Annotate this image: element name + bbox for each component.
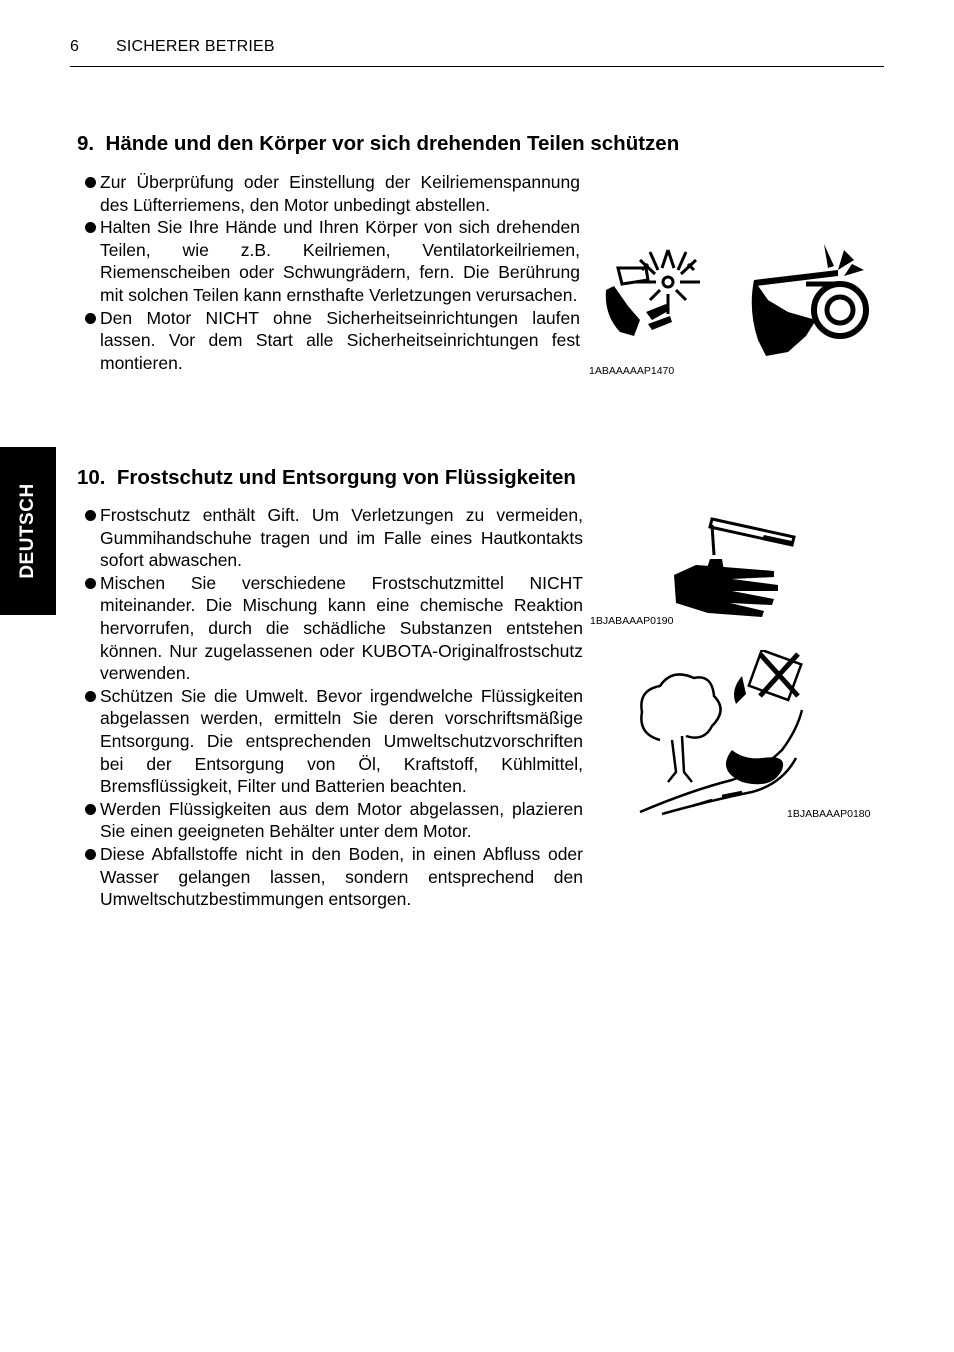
language-tab-label: DEUTSCH (17, 483, 38, 579)
figure-code: 1BJABAAAP0180 (787, 808, 871, 820)
list-item: Werden Flüssigkeiten aus dem Motor abgelassen, plazieren Sie einen geeigneten Behälter unter dem Motor. (81, 798, 583, 843)
running-title: SICHERER BETRIEB (116, 38, 275, 55)
fan-hazard-illustration (600, 240, 710, 350)
list-item: Zur Überprüfung oder Einstellung der Keilriemenspannung des Lüfterriemens, den Motor unbedingt abstellen. (81, 171, 580, 216)
figure-code: 1ABAAAAAP1470 (589, 365, 675, 377)
list-item: Mischen Sie verschiedene Frostschutzmittel NICHT miteinander. Die Mischung kann eine chemische Reaktion hervorrufen, durch die schädliche Substanzen entstehen können. Nur zugelassenen oder KUBOTA-Originalfrostschutz verwenden. (81, 572, 583, 685)
list-item: Diese Abfallstoffe nicht in den Boden, in einen Abfluss oder Wasser gelangen lassen, sondern entsprechend den Umweltschutzbestimmungen entsorgen. (81, 843, 583, 911)
figure-code: 1BJABAAAP0190 (590, 615, 674, 627)
section-9-title: Hände und den Körper vor sich drehenden Teilen schützen (105, 132, 680, 155)
section-10-list (81, 504, 583, 911)
section-10-title: Frostschutz und Entsorgung von Flüssigkeiten (116, 466, 576, 489)
list-item: Halten Sie Ihre Hände und Ihren Körper von sich drehenden Teilen, wie z.B. Keilriemen, Ventilatorkeilriemen, Riemenscheiben oder Schwungrädern, fern. Die Berührung mit solchen Teilen kann ernsthafte Verletzungen verursachen. (81, 216, 580, 306)
environment-pollution-illustration (632, 650, 812, 818)
page-header (70, 38, 884, 67)
section-10-heading (77, 466, 576, 490)
section-10-number: 10. (77, 466, 106, 489)
section-9-heading (77, 132, 679, 156)
language-tab (0, 447, 56, 615)
belt-pulley-hazard-illustration (748, 240, 873, 358)
list-item: Frostschutz enthält Gift. Um Verletzungen zu vermeiden, Gummihandschuhe tragen und im Falle eines Hautkontakts sofort abwaschen. (81, 504, 583, 572)
hand-chemical-illustration (668, 515, 798, 620)
page-number: 6 (70, 38, 79, 55)
section-9-list (81, 171, 580, 374)
list-item: Schützen Sie die Umwelt. Bevor irgendwelche Flüssigkeiten abgelassen werden, ermitteln Sie deren vorschriftsmäßige Entsorgung. Die entsprechenden Umweltschutzvorschriften bei der Entsorgung von Öl, Kraftstoff, Kühlmittel, Bremsflüssigkeit, Filter und Batterien beachten. (81, 685, 583, 798)
section-9-number: 9. (77, 132, 95, 155)
list-item: Den Motor NICHT ohne Sicherheitseinrichtungen laufen lassen. Vor dem Start alle Sicherheitseinrichtungen fest montieren. (81, 307, 580, 375)
